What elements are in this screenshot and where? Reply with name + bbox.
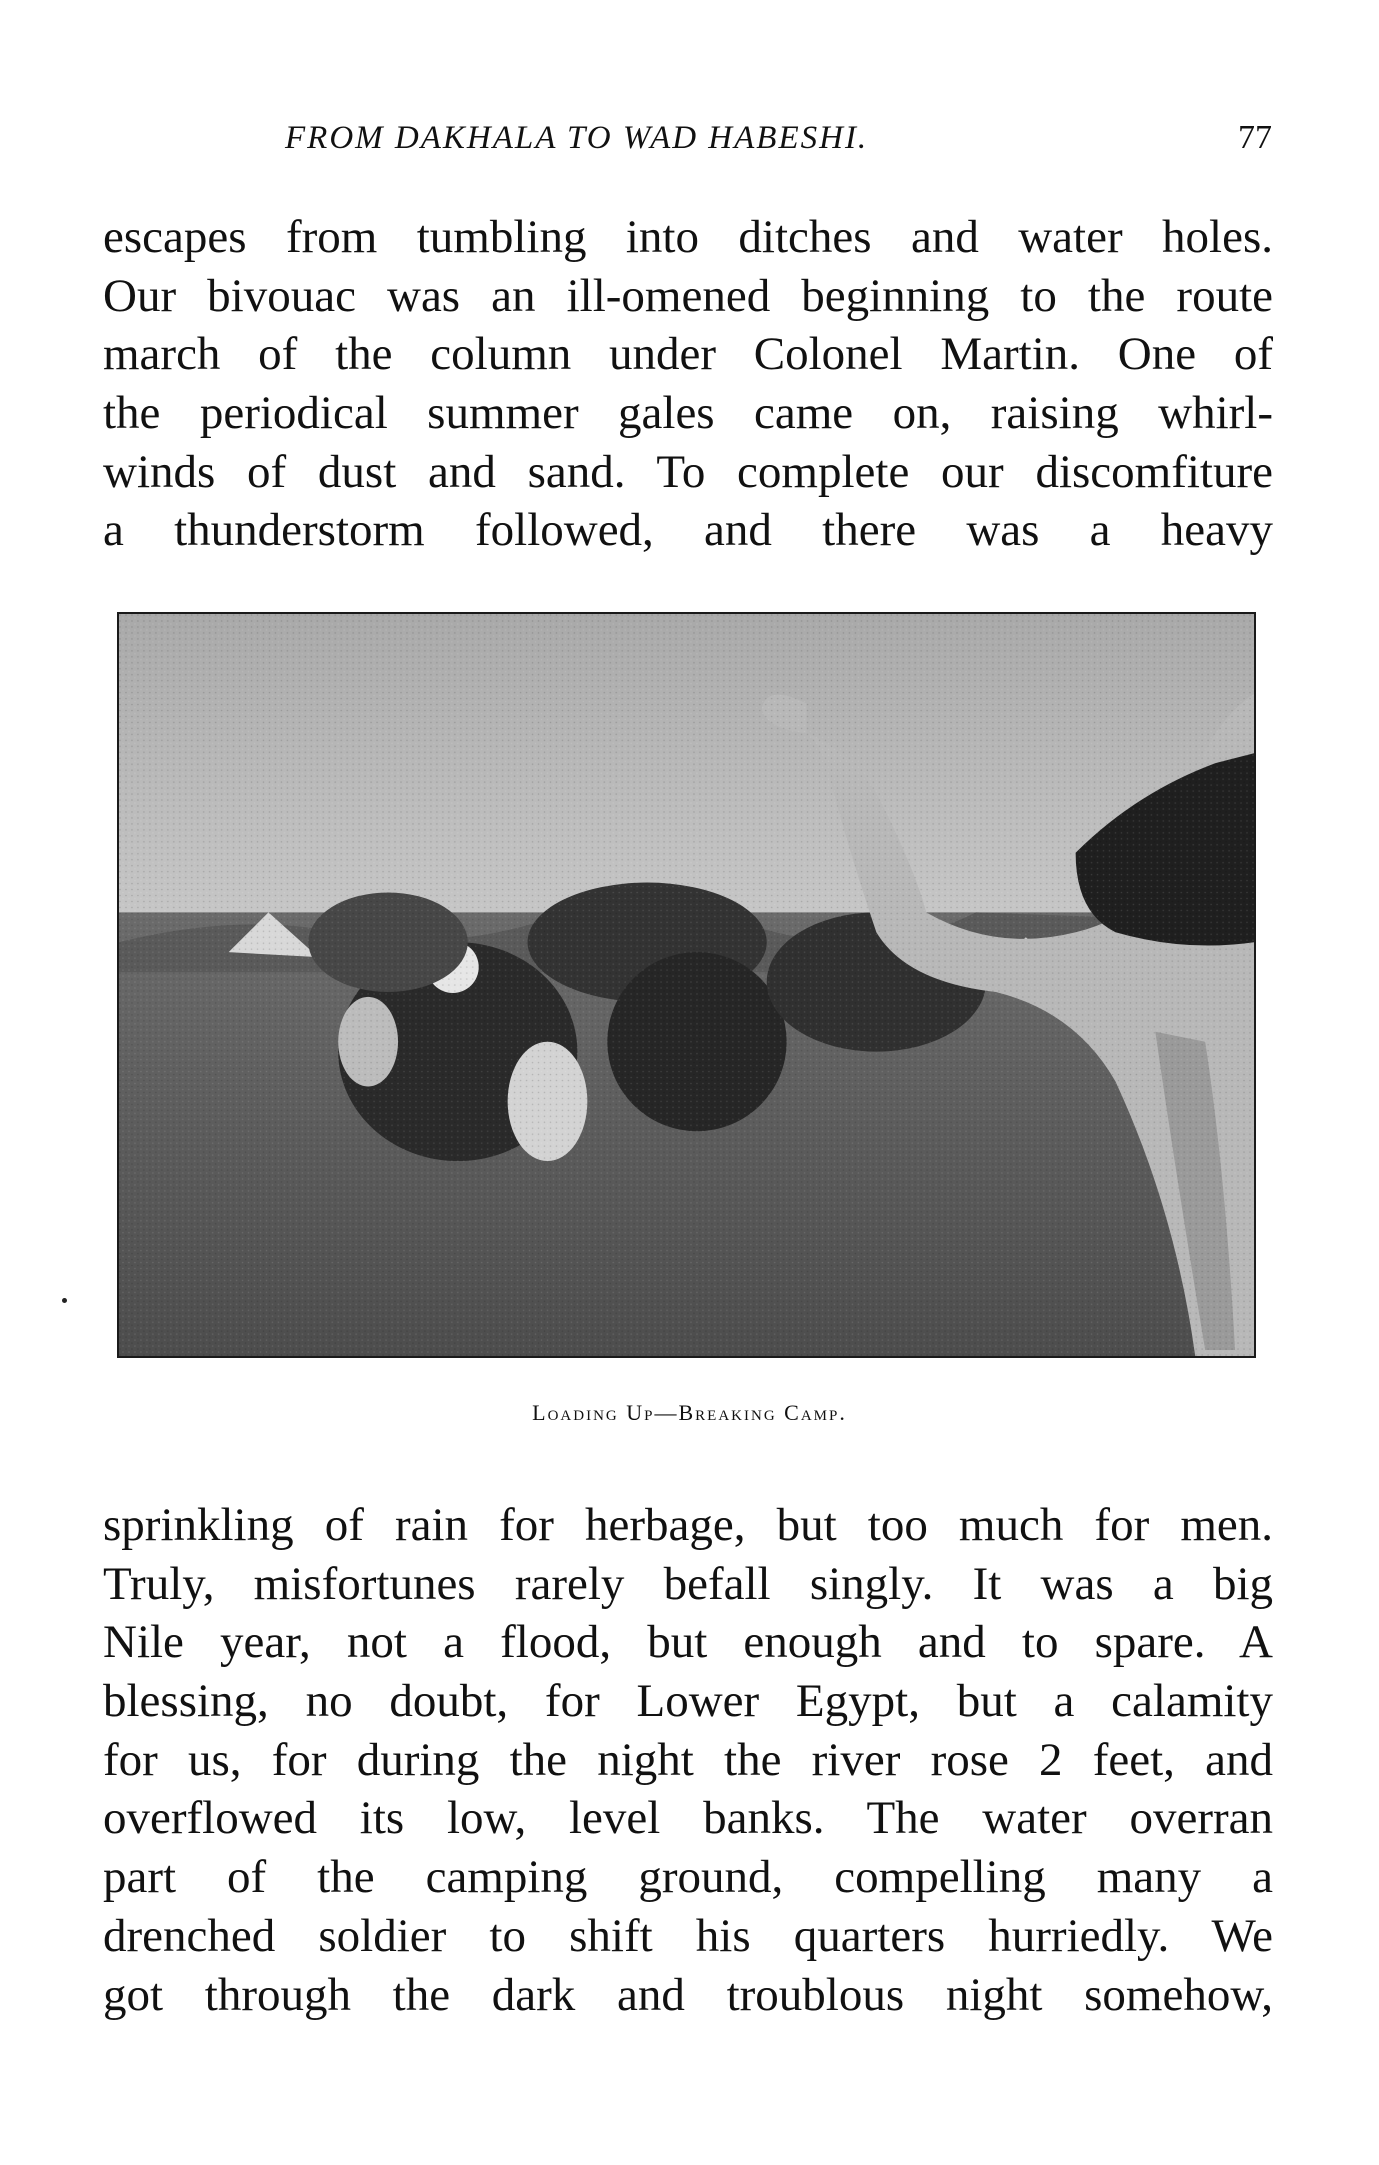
ink-speck (62, 1298, 67, 1303)
text-line: overflowed its low, level banks. The water overran (103, 1792, 1273, 1845)
text-line: march of the column under Colonel Martin. One of (103, 328, 1273, 381)
text-line: drenched soldier to shift his quarters hurriedly. We (103, 1909, 1273, 1962)
text-line: sprinkling of rain for herbage, but too much for men. (103, 1499, 1273, 1551)
figure-caption: Loading Up—Breaking Camp. (532, 1400, 847, 1425)
text-line: got through the dark and troublous night somehow, (103, 1968, 1273, 2021)
text-line: escapes from tumbling into ditches and water holes. (103, 211, 1273, 263)
text-line: a thunderstorm followed, and there was a heavy (103, 504, 1273, 557)
text-line: Truly, misfortunes rarely befall singly. It was a big (103, 1557, 1273, 1610)
camp-scene-illustration (119, 614, 1254, 1356)
running-head: FROM DAKHALA TO WAD HABESHI. (285, 120, 869, 156)
text-line: Our bivouac was an ill-omened beginning to the route (103, 269, 1273, 322)
text-line: winds of dust and sand. To complete our discomfiture (103, 445, 1273, 498)
page-number: 77 (1238, 119, 1272, 156)
paragraph-top (103, 208, 1273, 560)
halftone-photograph (117, 612, 1256, 1358)
paragraph-bottom (103, 1496, 1273, 2024)
text-line: the periodical summer gales came on, raising whirl- (103, 387, 1273, 440)
text-line: blessing, no doubt, for Lower Egypt, but a calamity (103, 1675, 1273, 1728)
text-line: part of the camping ground, compelling many a (103, 1851, 1273, 1904)
text-line: Nile year, not a flood, but enough and to spare. A (103, 1616, 1273, 1669)
text-line: for us, for during the night the river rose 2 feet, and (103, 1733, 1273, 1786)
